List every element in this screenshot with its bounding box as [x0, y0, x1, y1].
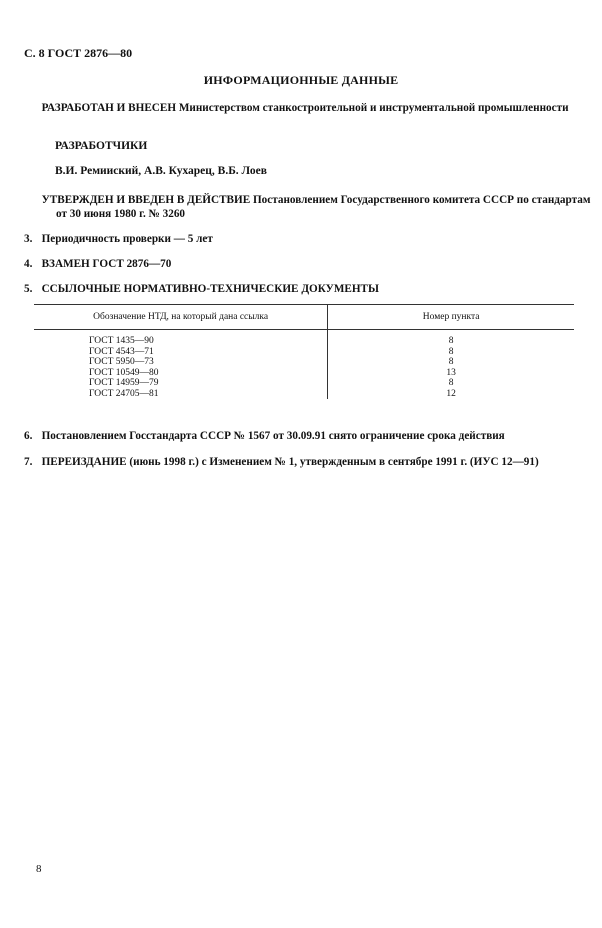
item-number: 6.: [24, 430, 33, 442]
table-row: [34, 357, 574, 368]
item-number: 7.: [24, 456, 33, 468]
page-header: С. 8 ГОСТ 2876—80: [24, 46, 133, 60]
clause-number: 8: [448, 357, 454, 367]
clause-number: 12: [446, 388, 456, 399]
doc-code: ГОСТ 24705—81: [34, 389, 328, 400]
clause-number: 13: [446, 367, 456, 378]
item-check-period: [24, 232, 572, 246]
item-references: [24, 282, 572, 296]
item-limit-removed: [24, 429, 572, 443]
item-text: Министерством станкостроительной и инструментальной промышленности: [178, 102, 569, 114]
item-text: ПЕРЕИЗДАНИЕ (июнь 1998 г.) с Изменением № 1, утвержденным в сентябре 1991 г. (ИУС 12—91): [41, 456, 539, 468]
table-row: [34, 347, 574, 358]
item-text: Постановлением Государственного комитета СССР по стандартам от 30 июня 1980 г. № 3260: [56, 194, 591, 220]
table-header-clause: Номер пункта: [328, 305, 574, 330]
item-number: [24, 101, 36, 115]
doc-code: ГОСТ 10549—80: [34, 368, 328, 379]
table-header-row: [34, 305, 574, 330]
item-number: 3.: [24, 233, 33, 245]
item-reissue: [24, 455, 572, 469]
table-row: [34, 378, 574, 389]
item-number: 4.: [24, 258, 33, 270]
clause-number: 8: [448, 346, 454, 357]
table-row: [34, 336, 574, 347]
item-lead: РАЗРАБОТАН И ВНЕСЕН: [41, 102, 177, 114]
item-replaces: [24, 257, 572, 271]
table-row: [34, 368, 574, 379]
doc-code: ГОСТ 4543—71: [34, 347, 328, 358]
item-text: Постановлением Госстандарта СССР № 1567 от 30.09.91 снято ограничение срока действия: [41, 430, 505, 442]
table-row: [34, 389, 574, 400]
clause-number: 8: [448, 336, 454, 346]
item-text: Периодичность проверки — 5 лет: [41, 233, 213, 245]
item-lead: УТВЕРЖДЕН И ВВЕДЕН В ДЕЙСТВИЕ: [41, 194, 251, 206]
item-number: [24, 193, 36, 207]
developers-names: В.И. Ремииский, А.В. Кухарец, В.Б. Лоев: [55, 165, 267, 177]
item-text: ССЫЛОЧНЫЕ НОРМАТИВНО-ТЕХНИЧЕСКИЕ ДОКУМЕНТЫ: [41, 283, 379, 295]
table-header-doc: Обозначение НТД, на который дана ссылка: [34, 305, 328, 330]
item-approved: [24, 193, 602, 221]
references-table: [34, 304, 574, 399]
doc-code: ГОСТ 14959—79: [34, 378, 328, 389]
developers-heading: РАЗРАБОТЧИКИ: [55, 140, 148, 152]
doc-code: ГОСТ 5950—73: [34, 357, 328, 368]
item-text: ВЗАМЕН ГОСТ 2876—70: [41, 258, 172, 270]
doc-code: ГОСТ 1435—90: [34, 336, 328, 347]
page-number: 8: [36, 863, 42, 875]
clause-number: 8: [448, 378, 454, 388]
item-developed-by: [24, 101, 602, 115]
item-number: 5.: [24, 283, 33, 295]
section-title: ИНФОРМАЦИОННЫЕ ДАННЫЕ: [203, 73, 399, 87]
